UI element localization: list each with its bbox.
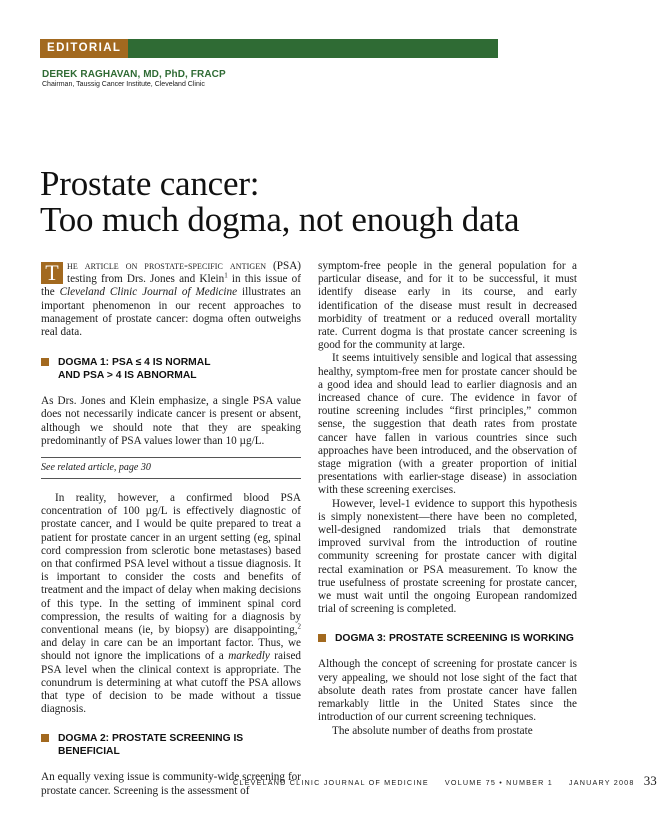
paragraph-although: Although the concept of screening for prostate cancer is very appealing, we should not lose sight of the fact that absolute death rates from prostate cancer have fallen remarkably little in the United States since the introduction of our current screening techniques.: [318, 658, 577, 724]
reality-text-b: and delay in care can be an important factor. Thus, we should not ignore the implications of a: [41, 637, 301, 663]
intro-text-mid: in this issue of the: [41, 273, 302, 299]
journal-name: Cleveland Clinic Journal of Medicine: [59, 286, 238, 299]
paragraph-dogma-1: As Drs. Jones and Klein emphasize, a single PSA value does not necessarily indicate cancer is present or absent, although we should note that they are speaking predominantly of PSA values lower than 10 µg/L.: [41, 395, 301, 447]
heading-dogma-3-text: DOGMA 3: PROSTATE SCREENING IS WORKING: [335, 633, 574, 645]
heading-dogma-1: [41, 356, 301, 382]
footer-volume: VOLUME 75 • NUMBER 1: [444, 778, 553, 787]
drop-cap: T: [41, 262, 63, 284]
author-name: DEREK RAGHAVAN, MD, PhD, FRACP: [42, 69, 226, 80]
footer-date: JANUARY 2008: [568, 778, 635, 787]
section-banner: [40, 39, 498, 58]
article-title: [40, 166, 600, 238]
heading-dogma-3: [318, 632, 577, 645]
intro-paragraph: [41, 260, 301, 339]
reality-emphasis: markedly: [228, 650, 270, 663]
paragraph-absolute: The absolute number of deaths from prostate: [332, 724, 533, 737]
intro-text-end: illustrates an important phenomenon in our recent approaches to management of prostate cancer: dogma often outweighs real data.: [41, 286, 302, 339]
intro-smallcaps: he article on prostate-specific antigen: [67, 260, 267, 272]
right-column: [318, 260, 577, 738]
paragraph-reality: [41, 492, 301, 716]
heading-dogma-2: [41, 732, 301, 758]
paragraph-dogma-2: An equally vexing issue is community-wide screening for prostate cancer. Screening is the assessment of: [41, 771, 301, 797]
section-label: EDITORIAL: [40, 39, 128, 58]
footer-journal: CLEVELAND CLINIC JOURNAL OF MEDICINE: [233, 778, 429, 787]
paragraph-screening-cont: symptom-free people in the general population for a particular disease, and for it to be successful, it must identify disease early in its course, and early identification of the disease must result in decreased morbidity of treatment or a reduced overall mortality rate. Current dogma is that prostate cancer screening is good for the community at large.: [318, 260, 577, 352]
author-affiliation: Chairman, Taussig Cancer Institute, Cleveland Clinic: [42, 81, 205, 88]
heading-square-icon: [318, 634, 326, 642]
page-footer: [233, 773, 657, 789]
reality-text-c: raised PSA level when the clinical context is appropriate. The conundrum is determining at what cutoff the PSA allows that type of decision to be made without a tissue diagnosis.: [41, 650, 301, 716]
title-line-1: Prostate cancer:: [40, 164, 260, 203]
paragraph-however: However, level-1 evidence to support this hypothesis is simply nonexistent—there have been no completed, well-designed randomized trials that demonstrate improved survival from the introduction of routine community screening for prostate cancer with digital rectal examination or PSA measurement. To know the true usefulness of prostate screening for prostate cancer, we must wait until the ongoing European randomized trial of screening is completed.: [318, 497, 577, 616]
heading-square-icon: [41, 358, 49, 366]
heading-dogma-2-text: DOGMA 2: PROSTATE SCREENING IS BENEFICIAL: [58, 733, 244, 758]
related-article-link[interactable]: See related article, page 30: [41, 457, 301, 479]
title-line-2: Too much dogma, not enough data: [40, 200, 520, 239]
intro-text-psa: (PSA) testing from Drs. Jones and Klein: [67, 260, 301, 286]
page-number: 33: [643, 773, 657, 788]
heading-dogma-1-line-1: DOGMA 1: PSA ≤ 4 IS NORMAL: [58, 357, 211, 369]
ref-1: 1: [224, 271, 228, 280]
left-column: [41, 260, 301, 798]
heading-dogma-1-line-2: AND PSA > 4 IS ABNORMAL: [58, 370, 197, 382]
paragraph-intuitive: It seems intuitively sensible and logical that assessing healthy, symptom-free men for prostate cancer should be a good idea and should lead to earlier diagnosis and an increased chance of cure. The evidence in favor of routine screening includes “first principles,” common sense, the suggestion that death rates from prostate cancer have fallen in various countries since such approaches have been introduced, and the observation of stage migration (with a greater proportion of initial presentations with earlier-stage disease) in association with these screening exercises.: [318, 352, 577, 497]
reality-text-a: In reality, however, a confirmed blood PSA concentration of 100 µg/L is effectively diagnostic of prostate cancer, and I would be quite prepared to treat a patient for prostate cancer in an urgent setting (eg, spinal cord compression from sclerotic bone metastases) based on that confirmed PSA level without a tissue diagnosis. It is important to consider the costs and benefits of treatment and the impact of delay when making decisions of this type. In the setting of imminent spinal cord compression, the results of waiting for a diagnosis by conventional means (ie, by biopsy) are disappointing,: [41, 492, 301, 637]
heading-square-icon: [41, 734, 49, 742]
ref-2: 2: [297, 622, 301, 631]
